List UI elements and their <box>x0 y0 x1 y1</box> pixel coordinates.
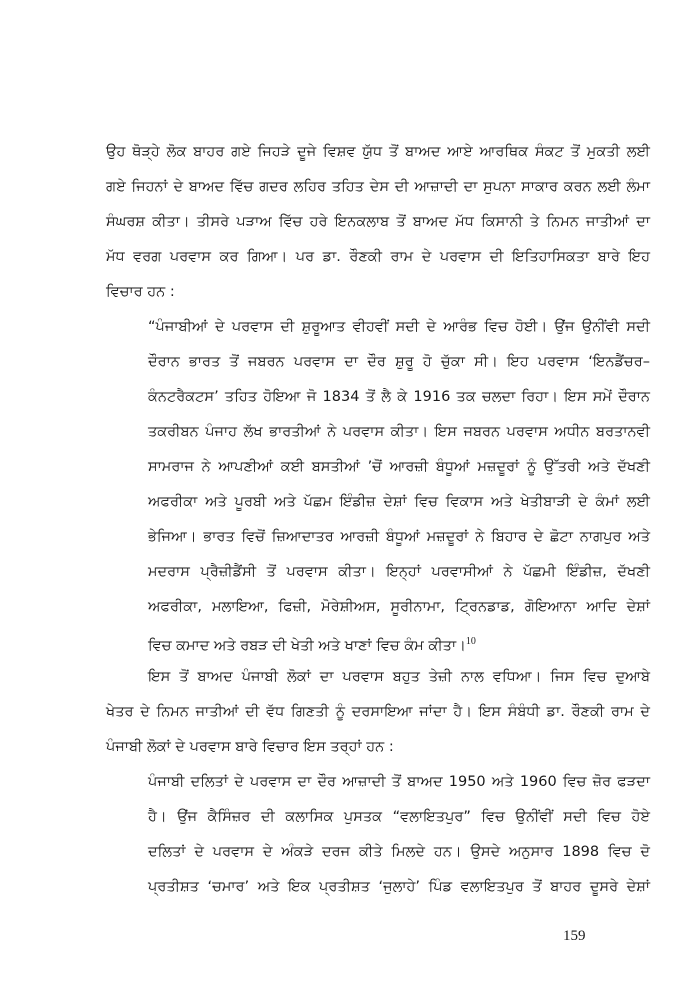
paragraph-2-line-1: ਇਸ ਤੋਂ ਬਾਅਦ ਪੰਜਾਬੀ ਲੋਕਾਂ ਦਾ ਪਰਵਾਸ ਬਹੁਤ ਤੇਜ਼ੀ ਨਾਲ ਵਧਿਆ। ਜਿਸ ਵਿਚ ਦੁਆਬੇ <box>148 669 650 685</box>
quote-1-line-9: ਅਫਰੀਕਾ, ਮਲਾਇਆ, ਫਿਜ਼ੀ, ਮੋਰੇਸ਼ੀਅਸ, ਸੂਰੀਨਾਮਾ, ਟ੍ਰਿਨਡਾਡ, ਗੋਇਆਨਾ ਆਦਿ ਦੇਸ਼ਾਂ <box>148 599 650 615</box>
paragraph-2-line-2: ਖੇਤਰ ਦੇ ਨਿਮਨ ਜਾਤੀਆਂ ਦੀ ਵੱਧ ਗਿਣਤੀ ਨੂੰ ਦਰਸਾਇਆ ਜਾਂਦਾ ਹੈ। ਇਸ ਸੰਬੰਧੀ ਡਾ. ਰੌਣਕੀ ਰਾਮ ਦੇ <box>106 704 650 720</box>
quote-2-line-1: ਪੰਜਾਬੀ ਦਲਿਤਾਂ ਦੇ ਪਰਵਾਸ ਦਾ ਦੌਰ ਆਜ਼ਾਦੀ ਤੋਂ ਬਾਅਦ 1950 ਅਤੇ 1960 ਵਿਚ ਜ਼ੋਰ ਫੜਦਾ <box>148 774 650 790</box>
page-number: 159 <box>563 928 586 944</box>
footnote-reference: 10 <box>465 636 476 647</box>
paragraph-1-line-2: ਗਏ ਜਿਹਨਾਂ ਦੇ ਬਾਅਦ ਵਿੱਚ ਗਦਰ ਲਹਿਰ ਤਹਿਤ ਦੇਸ ਦੀ ਆਜ਼ਾਦੀ ਦਾ ਸੁਪਨਾ ਸਾਕਾਰ ਕਰਨ ਲਈ ਲੰਮਾ <box>106 179 650 195</box>
quote-1-line-2: ਦੌਰਾਨ ਭਾਰਤ ਤੋਂ ਜਬਰਨ ਪਰਵਾਸ ਦਾ ਦੌਰ ਸ਼ੁਰੂ ਹੋ ਚੁੱਕਾ ਸੀ। ਇਹ ਪਰਵਾਸ ‘ਇਨਡੈਂਚਰ– <box>148 354 650 370</box>
quote-1-line-8: ਮਦਰਾਸ ਪ੍ਰੈਜ਼ੀਡੈਂਸੀ ਤੋਂ ਪਰਵਾਸ ਕੀਤਾ। ਇਨ੍ਹਾਂ ਪਰਵਾਸੀਆਂ ਨੇ ਪੱਛਮੀ ਇੰਡੀਜ਼, ਦੱਖਣੀ <box>148 564 650 580</box>
quote-1-line-1: “ਪੰਜਾਬੀਆਂ ਦੇ ਪਰਵਾਸ ਦੀ ਸ਼ੁਰੂਆਤ ਵੀਹਵੀਂ ਸਦੀ ਦੇ ਆਰੰਭ ਵਿਚ ਹੋਈ। ਉਂਜ ਉਨੀਂਵੀ ਸਦੀ <box>148 319 650 335</box>
quote-2-line-4: ਪ੍ਰਤੀਸ਼ਤ ‘ਚਮਾਰ’ ਅਤੇ ਇਕ ਪ੍ਰਤੀਸ਼ਤ ‘ਜੁਲਾਹੇ’ ਪਿੰਡ ਵਲਾਇਤਪੁਰ ਤੋਂ ਬਾਹਰ ਦੂਸਰੇ ਦੇਸ਼ਾਂ <box>148 879 650 895</box>
quote-1-line-10 <box>148 632 650 656</box>
paragraph-1-line-3: ਸੰਘਰਸ਼ ਕੀਤਾ। ਤੀਸਰੇ ਪੜਾਅ ਵਿੱਚ ਹਰੇ ਇਨਕਲਾਬ ਤੋਂ ਬਾਅਦ ਮੱਧ ਕਿਸਾਨੀ ਤੇ ਨਿਮਨ ਜਾਤੀਆਂ ਦਾ <box>106 214 650 230</box>
quote-2-line-2: ਹੈ। ਉਂਜ ਕੈਸਿੰਜ਼ਰ ਦੀ ਕਲਾਸਿਕ ਪੁਸਤਕ “ਵਲਾਇਤਪੁਰ” ਵਿਚ ਉਨੀਂਵੀਂ ਸਦੀ ਵਿਚ ਹੋਏ <box>148 809 650 825</box>
paragraph-1-line-4: ਮੱਧ ਵਰਗ ਪਰਵਾਸ ਕਰ ਗਿਆ। ਪਰ ਡਾ. ਰੌਣਕੀ ਰਾਮ ਦੇ ਪਰਵਾਸ ਦੀ ਇਤਿਹਾਸਿਕਤਾ ਬਾਰੇ ਇਹ <box>106 249 650 265</box>
quote-1-line-4: ਤਕਰੀਬਨ ਪੰਜਾਹ ਲੱਖ ਭਾਰਤੀਆਂ ਨੇ ਪਰਵਾਸ ਕੀਤਾ। ਇਸ ਜਬਰਨ ਪਰਵਾਸ ਅਧੀਨ ਬਰਤਾਨਵੀ <box>148 424 650 440</box>
paragraph-1-line-1: ਉਹ ਥੋੜ੍ਹੇ ਲੋਕ ਬਾਹਰ ਗਏ ਜਿਹੜੇ ਦੂਜੇ ਵਿਸ਼ਵ ਯੁੱਧ ਤੋਂ ਬਾਅਦ ਆਏ ਆਰਥਿਕ ਸੰਕਟ ਤੋਂ ਮੁਕਤੀ ਲਈ <box>106 144 650 160</box>
quote-1-line-7: ਭੇਜਿਆ। ਭਾਰਤ ਵਿਚੋਂ ਜ਼ਿਆਦਾਤਰ ਆਰਜ਼ੀ ਬੰਧੂਆਂ ਮਜ਼ਦੂਰਾਂ ਨੇ ਬਿਹਾਰ ਦੇ ਛੋਟਾ ਨਾਗਪੁਰ ਅਤੇ <box>148 529 650 545</box>
quote-1-line-5: ਸਾਮਰਾਜ ਨੇ ਆਪਣੀਆਂ ਕਈ ਬਸਤੀਆਂ ’ਚੋਂ ਆਰਜ਼ੀ ਬੰਧੂਆਂ ਮਜ਼ਦੂਰਾਂ ਨੂੰ ਉੱਤਰੀ ਅਤੇ ਦੱਖਣੀ <box>148 459 650 475</box>
paragraph-1-line-5: ਵਿਚਾਰ ਹਨ : <box>106 284 175 300</box>
quote-1-last-text: ਵਿਚ ਕਮਾਦ ਅਤੇ ਰਬੜ ਦੀ ਖੇਤੀ ਅਤੇ ਖਾਣਾਂ ਵਿਚ ਕੰਮ ਕੀਤਾ। <box>148 637 466 654</box>
quote-1-line-6: ਅਫਰੀਕਾ ਅਤੇ ਪੂਰਬੀ ਅਤੇ ਪੱਛਮ ਇੰਡੀਜ਼ ਦੇਸ਼ਾਂ ਵਿਚ ਵਿਕਾਸ ਅਤੇ ਖੇਤੀਬਾੜੀ ਦੇ ਕੰਮਾਂ ਲਈ <box>148 494 650 510</box>
paragraph-2-line-3: ਪੰਜਾਬੀ ਲੋਕਾਂ ਦੇ ਪਰਵਾਸ ਬਾਰੇ ਵਿਚਾਰ ਇਸ ਤਰ੍ਹਾਂ ਹਨ : <box>106 739 394 755</box>
quote-1-line-3: ਕੰਨਟਰੈਕਟਸ’ ਤਹਿਤ ਹੋਇਆ ਜੋ 1834 ਤੋਂ ਲੈ ਕੇ 1916 ਤਕ ਚਲਦਾ ਰਿਹਾ। ਇਸ ਸਮੇਂ ਦੌਰਾਨ <box>148 389 650 405</box>
quote-2-line-3: ਦਲਿਤਾਂ ਦੇ ਪਰਵਾਸ ਦੇ ਅੰਕੜੇ ਦਰਜ ਕੀਤੇ ਮਿਲਦੇ ਹਨ। ਉਸਦੇ ਅਨੁਸਾਰ 1898 ਵਿਚ ਦੋ <box>148 844 650 860</box>
